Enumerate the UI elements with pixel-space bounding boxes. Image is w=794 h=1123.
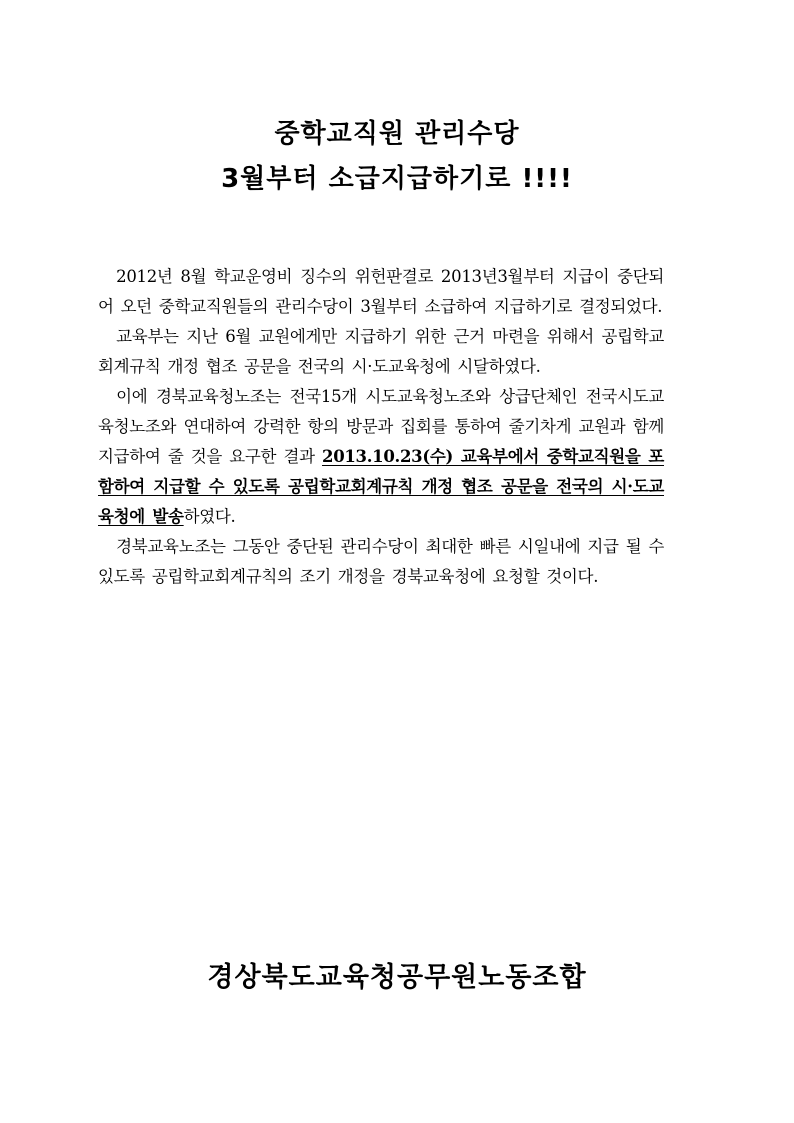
- organization-name: 경상북도교육청공무원노동조합: [207, 962, 587, 993]
- paragraph-3-emphasis: 2013.10.23(수) 교육부에서 중학교직원을 포함하여 지급할 수 있도록 공립학교회계규칙 개정 협조 공문을 전국의 시·도교육청에 발송: [98, 447, 664, 526]
- document-body: [98, 262, 664, 592]
- paragraph-3-ending: 하였다.: [183, 507, 236, 526]
- paragraph-3: [98, 382, 664, 532]
- paragraph-3-intro: 이에 경북교육청노조는 전국15개 시도교육청노조와 상급단체인 전국시도교육청노조와 연대하여 강력한 항의 방문과 집회를 통하여 줄기차게 교원과 함께 지급하여 줄 것을 요구한 결과: [98, 387, 664, 466]
- title-line-1: 중학교직원 관리수당: [274, 119, 520, 149]
- title-line-2: 3월부터 소급지급하기로 !!!!: [221, 164, 573, 194]
- paragraph-1: 2012년 8월 학교운영비 징수의 위헌판결로 2013년3월부터 지급이 중단되어 오던 중학교직원들의 관리수당이 3월부터 소급하여 지급하기로 결정되었다.: [98, 267, 664, 316]
- paragraph-2: 교육부는 지난 6월 교원에게만 지급하기 위한 근거 마련을 위해서 공립학교회계규칙 개정 협조 공문을 전국의 시·도교육청에 시달하였다.: [98, 327, 664, 376]
- paragraph-4: 경북교육노조는 그동안 중단된 관리수당이 최대한 빠른 시일내에 지급 될 수 있도록 공립학교회계규칙의 조기 개정을 경북교육청에 요청할 것이다.: [98, 537, 664, 586]
